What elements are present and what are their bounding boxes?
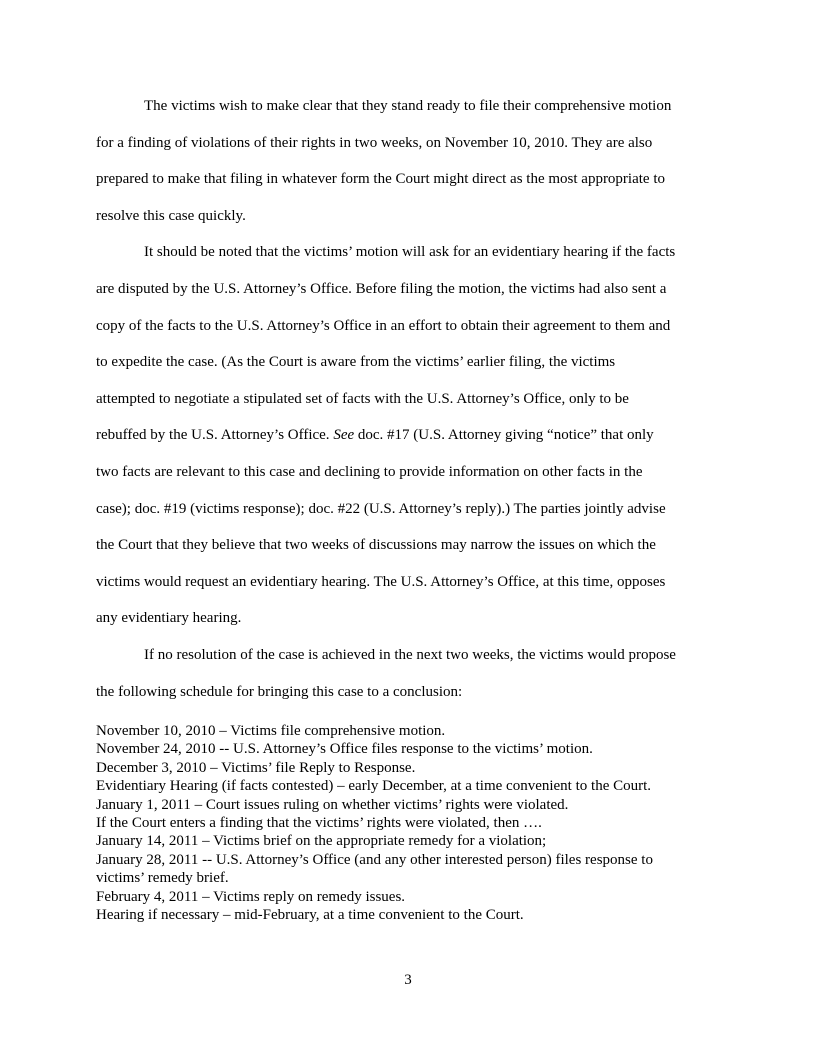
schedule-item: November 24, 2010 -- U.S. Attorney’s Office files response to the victims’ motion. [96,741,593,758]
text-line: It should be noted that the victims’ motion will ask for an evidentiary hearing if the facts [144,244,676,261]
schedule-item: Hearing if necessary – mid-February, at a time convenient to the Court. [96,907,524,924]
text-line: the following schedule for bringing this case to a conclusion: [96,683,463,700]
schedule-item: February 4, 2011 – Victims reply on remedy issues. [96,888,406,905]
text-line: case); doc. #19 (victims response); doc. #22 (U.S. Attorney’s reply).) The parties jointly advise [96,500,666,517]
page-number: 3 [404,972,412,988]
text-line: prepared to make that filing in whatever form the Court might direct as the most appropriate to [96,171,665,188]
text-line: The victims wish to make clear that they stand ready to file their comprehensive motion [144,98,672,114]
paragraph-evidentiary-hearing [96,234,720,637]
schedule-item: January 14, 2011 – Victims brief on the appropriate remedy for a violation; [96,833,547,850]
text-line: victims would request an evidentiary hearing. The U.S. Attorney’s Office, at this time, opposes [96,573,666,590]
schedule-item: December 3, 2010 – Victims’ file Reply to Response. [96,759,416,776]
text-line: If no resolution of the case is achieved in the next two weeks, the victims would propose [144,646,676,663]
text-line: to expedite the case. (As the Court is aware from the victims’ earlier filing, the victims [96,354,616,371]
text-line: are disputed by the U.S. Attorney’s Office. Before filing the motion, the victims had also sent a [96,280,667,297]
paragraph-proposed-schedule [96,637,720,710]
text-line: for a finding of violations of their rights in two weeks, on November 10, 2010. They are also [96,134,653,151]
text-line: attempted to negotiate a stipulated set of facts with the U.S. Attorney’s Office, only to be [96,390,629,407]
text-segment: rebuffed by the U.S. Attorney’s Office. [96,427,334,444]
schedule-item: Evidentiary Hearing (if facts contested) – early December, at a time convenient to the Court. [96,778,652,795]
text-line-with-citation [96,417,720,454]
text-line: any evidentiary hearing. [96,610,242,627]
paragraph-ready-to-file [96,88,720,234]
text-line: two facts are relevant to this case and declining to provide information on other facts in the [96,463,643,480]
see-signal: See [333,427,355,444]
text-segment: doc. #17 (U.S. Attorney giving “notice” that only [354,427,654,444]
schedule-item: If the Court enters a finding that the victims’ rights were violated, then …. [96,815,542,832]
body-text [96,88,720,710]
schedule-item: November 10, 2010 – Victims file comprehensive motion. [96,723,446,739]
schedule-list [96,722,720,924]
schedule-item: January 1, 2011 – Court issues ruling on whether victims’ rights were violated. [96,796,569,813]
text-line: resolve this case quickly. [96,207,246,224]
schedule-item: January 28, 2011 -- U.S. Attorney’s Office (and any other interested person) files response to [96,851,653,868]
text-line: the Court that they believe that two weeks of discussions may narrow the issues on which the [96,537,656,554]
text-line: copy of the facts to the U.S. Attorney’s Office in an effort to obtain their agreement to them and [96,317,671,334]
schedule-item: victims’ remedy brief. [96,870,229,887]
